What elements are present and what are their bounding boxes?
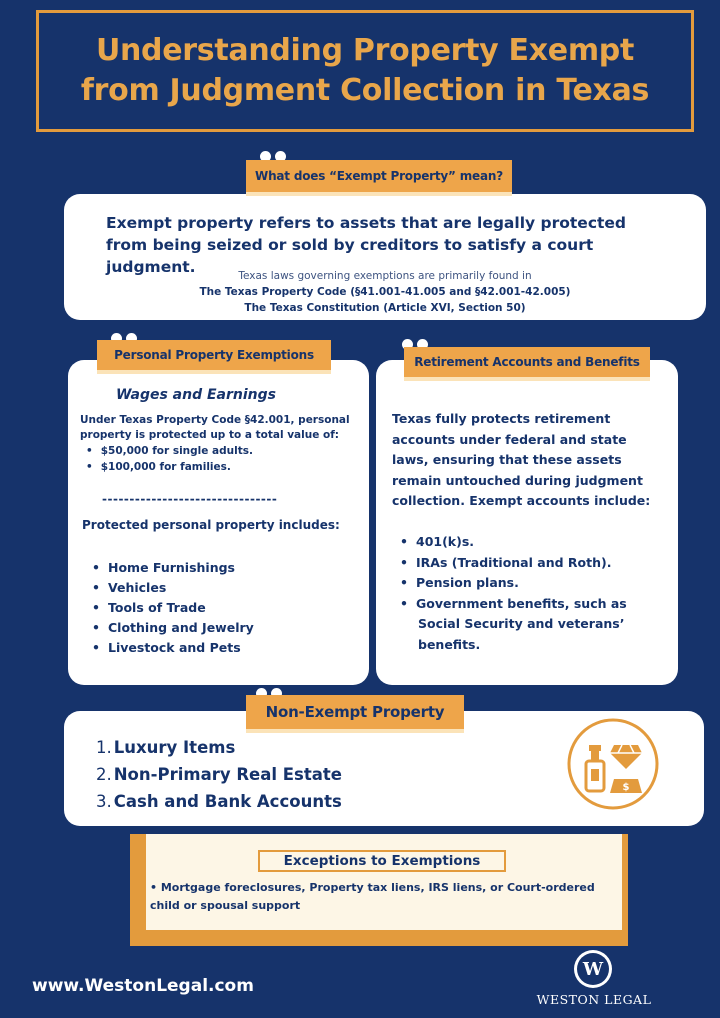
definition-main-text: Exempt property refers to assets that are legally protected from being seized or sold by creditors to satisfy a court judgment. bbox=[106, 214, 627, 276]
logo-letter: W bbox=[577, 953, 609, 985]
definition-sources bbox=[64, 268, 706, 316]
sources-constitution: The Texas Constitution (Article XVI, Section 50) bbox=[244, 302, 526, 314]
luxury-assets-icon bbox=[566, 717, 660, 811]
retirement-text: Texas fully protects retirement accounts under federal and state laws, ensuring that these assets remain untouched during judgment collection. Exempt accounts include: bbox=[392, 411, 651, 508]
protected-label: Protected personal property includes: bbox=[82, 518, 340, 532]
title-line-1: Understanding Property Exempt bbox=[95, 33, 635, 68]
wages-heading: Wages and Earnings bbox=[116, 387, 276, 403]
protected-items-list bbox=[92, 558, 254, 658]
website-link[interactable]: www.WestonLegal.com bbox=[32, 976, 254, 996]
list-item: • IRAs (Traditional and Roth). bbox=[400, 553, 670, 574]
dashed-divider: -------------------------------- bbox=[102, 492, 278, 506]
item-number: 3. bbox=[96, 792, 112, 811]
limit-single: • $50,000 for single adults. bbox=[86, 443, 253, 459]
definition-tag: What does “Exempt Property” mean? bbox=[246, 160, 512, 192]
list-item: • Pension plans. bbox=[400, 573, 670, 594]
page-title bbox=[81, 31, 649, 111]
item-label: Cash and Bank Accounts bbox=[113, 792, 342, 811]
list-item: • Clothing and Jewelry bbox=[92, 618, 254, 638]
exceptions-title: Exceptions to Exemptions bbox=[258, 850, 506, 872]
value-limits-list bbox=[86, 443, 253, 475]
title-line-2: from Judgment Collection in Texas bbox=[80, 73, 650, 108]
non-exempt-list bbox=[96, 734, 342, 815]
list-item: • Government benefits, such as Social Security and veterans’ benefits. bbox=[400, 594, 670, 656]
title-frame bbox=[36, 10, 694, 132]
svg-text:$: $ bbox=[622, 782, 630, 793]
personal-property-tag: Personal Property Exemptions bbox=[97, 340, 331, 370]
list-item bbox=[96, 734, 342, 761]
item-number: 1. bbox=[96, 738, 112, 757]
list-item bbox=[96, 761, 342, 788]
item-label: Luxury Items bbox=[113, 738, 236, 757]
list-item bbox=[96, 788, 342, 815]
list-item: • Tools of Trade bbox=[92, 598, 254, 618]
list-item: • 401(k)s. bbox=[400, 532, 670, 553]
logo-wordmark: WESTON LEGAL bbox=[536, 992, 652, 1007]
logo-icon bbox=[574, 950, 612, 988]
limit-families: • $100,000 for families. bbox=[86, 459, 253, 475]
retirement-tag: Retirement Accounts and Benefits bbox=[404, 347, 650, 377]
item-label: Non-Primary Real Estate bbox=[113, 765, 342, 784]
sources-property-code: The Texas Property Code (§41.001-41.005 and §42.001-42.005) bbox=[199, 286, 571, 298]
item-number: 2. bbox=[96, 765, 112, 784]
list-item: • Vehicles bbox=[92, 578, 254, 598]
non-exempt-tag: Non-Exempt Property bbox=[246, 695, 464, 729]
sources-intro: Texas laws governing exemptions are primarily found in bbox=[238, 270, 532, 282]
wages-intro: Under Texas Property Code §42.001, personal property is protected up to a total value of: bbox=[80, 414, 350, 441]
list-item: • Home Furnishings bbox=[92, 558, 254, 578]
exceptions-text: • Mortgage foreclosures, Property tax liens, IRS liens, or Court-ordered child or spousal support bbox=[150, 881, 595, 912]
retirement-list bbox=[400, 532, 670, 655]
list-item: • Livestock and Pets bbox=[92, 638, 254, 658]
